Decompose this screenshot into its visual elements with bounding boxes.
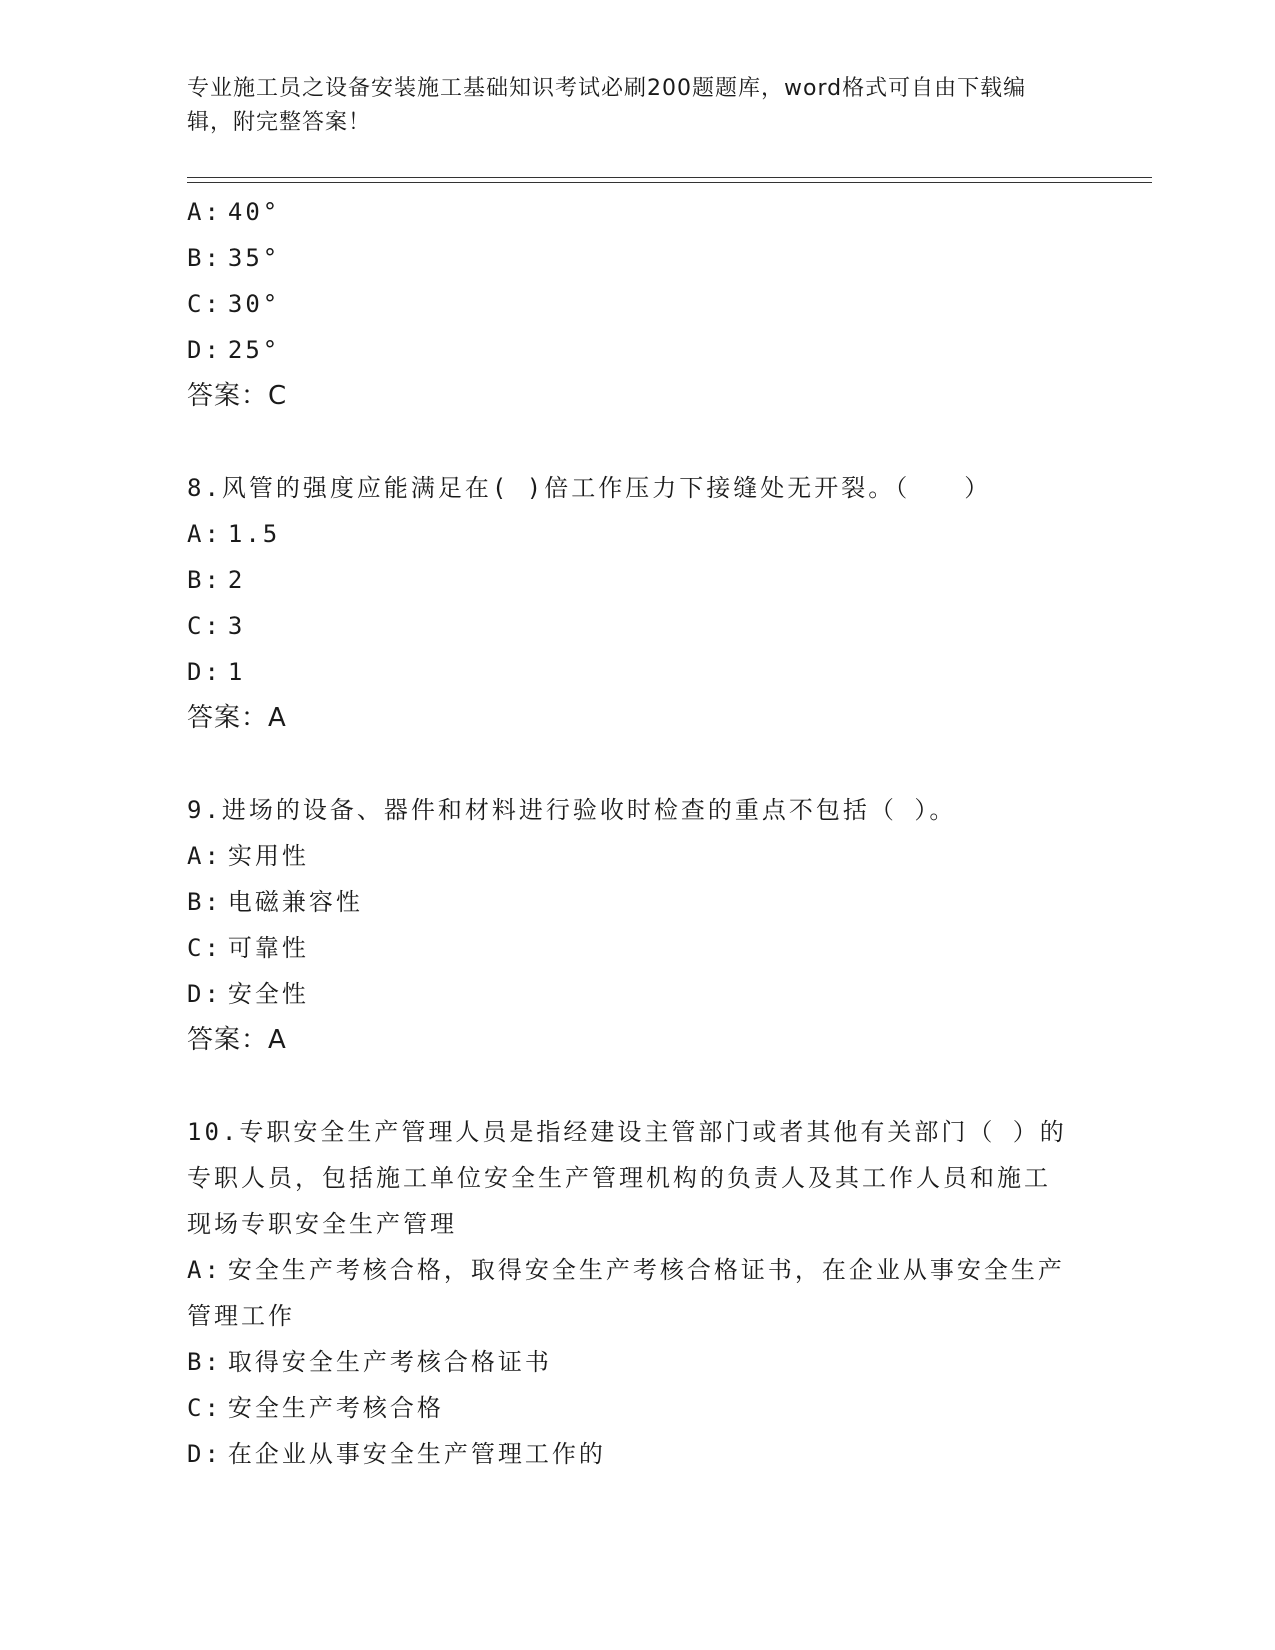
question-text: 9.进场的设备、器件和材料进行验收时检查的重点不包括（ ）。 [187, 796, 957, 824]
option-d: D: 25° [187, 336, 281, 364]
answer-line: 答案：C [187, 381, 288, 411]
option-a: A: 40° [187, 198, 281, 226]
option-a: A: 实用性 [187, 842, 309, 870]
option-c: C: 安全生产考核合格 [187, 1394, 444, 1422]
answer-line: 答案：A [187, 1025, 287, 1055]
option-d: D: 1 [187, 658, 246, 686]
header-rule-bottom [187, 182, 1152, 183]
question-content [187, 189, 1087, 1477]
question-9-block [187, 787, 1087, 1063]
option-b: B: 35° [187, 244, 281, 272]
option-a: A: 安全生产考核合格，取得安全生产考核合格证书，在企业从事安全生产管理工作 [187, 1256, 1065, 1330]
option-c: C: 可靠性 [187, 934, 309, 962]
question-10-block [187, 1109, 1087, 1477]
document-header [187, 72, 1067, 140]
option-b: B: 电磁兼容性 [187, 888, 363, 916]
prev-question-block [187, 189, 1087, 419]
option-a: A: 1.5 [187, 520, 281, 548]
option-d: D: 在企业从事安全生产管理工作的 [187, 1440, 606, 1468]
option-b: B: 2 [187, 566, 246, 594]
question-8-block [187, 465, 1087, 741]
question-text: 10.专职安全生产管理人员是指经建设主管部门或者其他有关部门（ ）的专职人员，包括施工单位安全生产管理机构的负责人及其工作人员和施工现场专职安全生产管理 [187, 1118, 1067, 1238]
option-d: D: 安全性 [187, 980, 309, 1008]
question-text: 8.风管的强度应能满足在( )倍工作压力下接缝处无开裂。（ ） [187, 474, 992, 502]
option-c: C: 30° [187, 290, 281, 318]
header-rule-top [187, 177, 1152, 178]
option-b: B: 取得安全生产考核合格证书 [187, 1348, 552, 1376]
document-title: 专业施工员之设备安装施工基础知识考试必刷200题题库，word格式可自由下载编辑，附完整答案！ [187, 76, 1027, 135]
answer-line: 答案：A [187, 703, 287, 733]
option-c: C: 3 [187, 612, 246, 640]
